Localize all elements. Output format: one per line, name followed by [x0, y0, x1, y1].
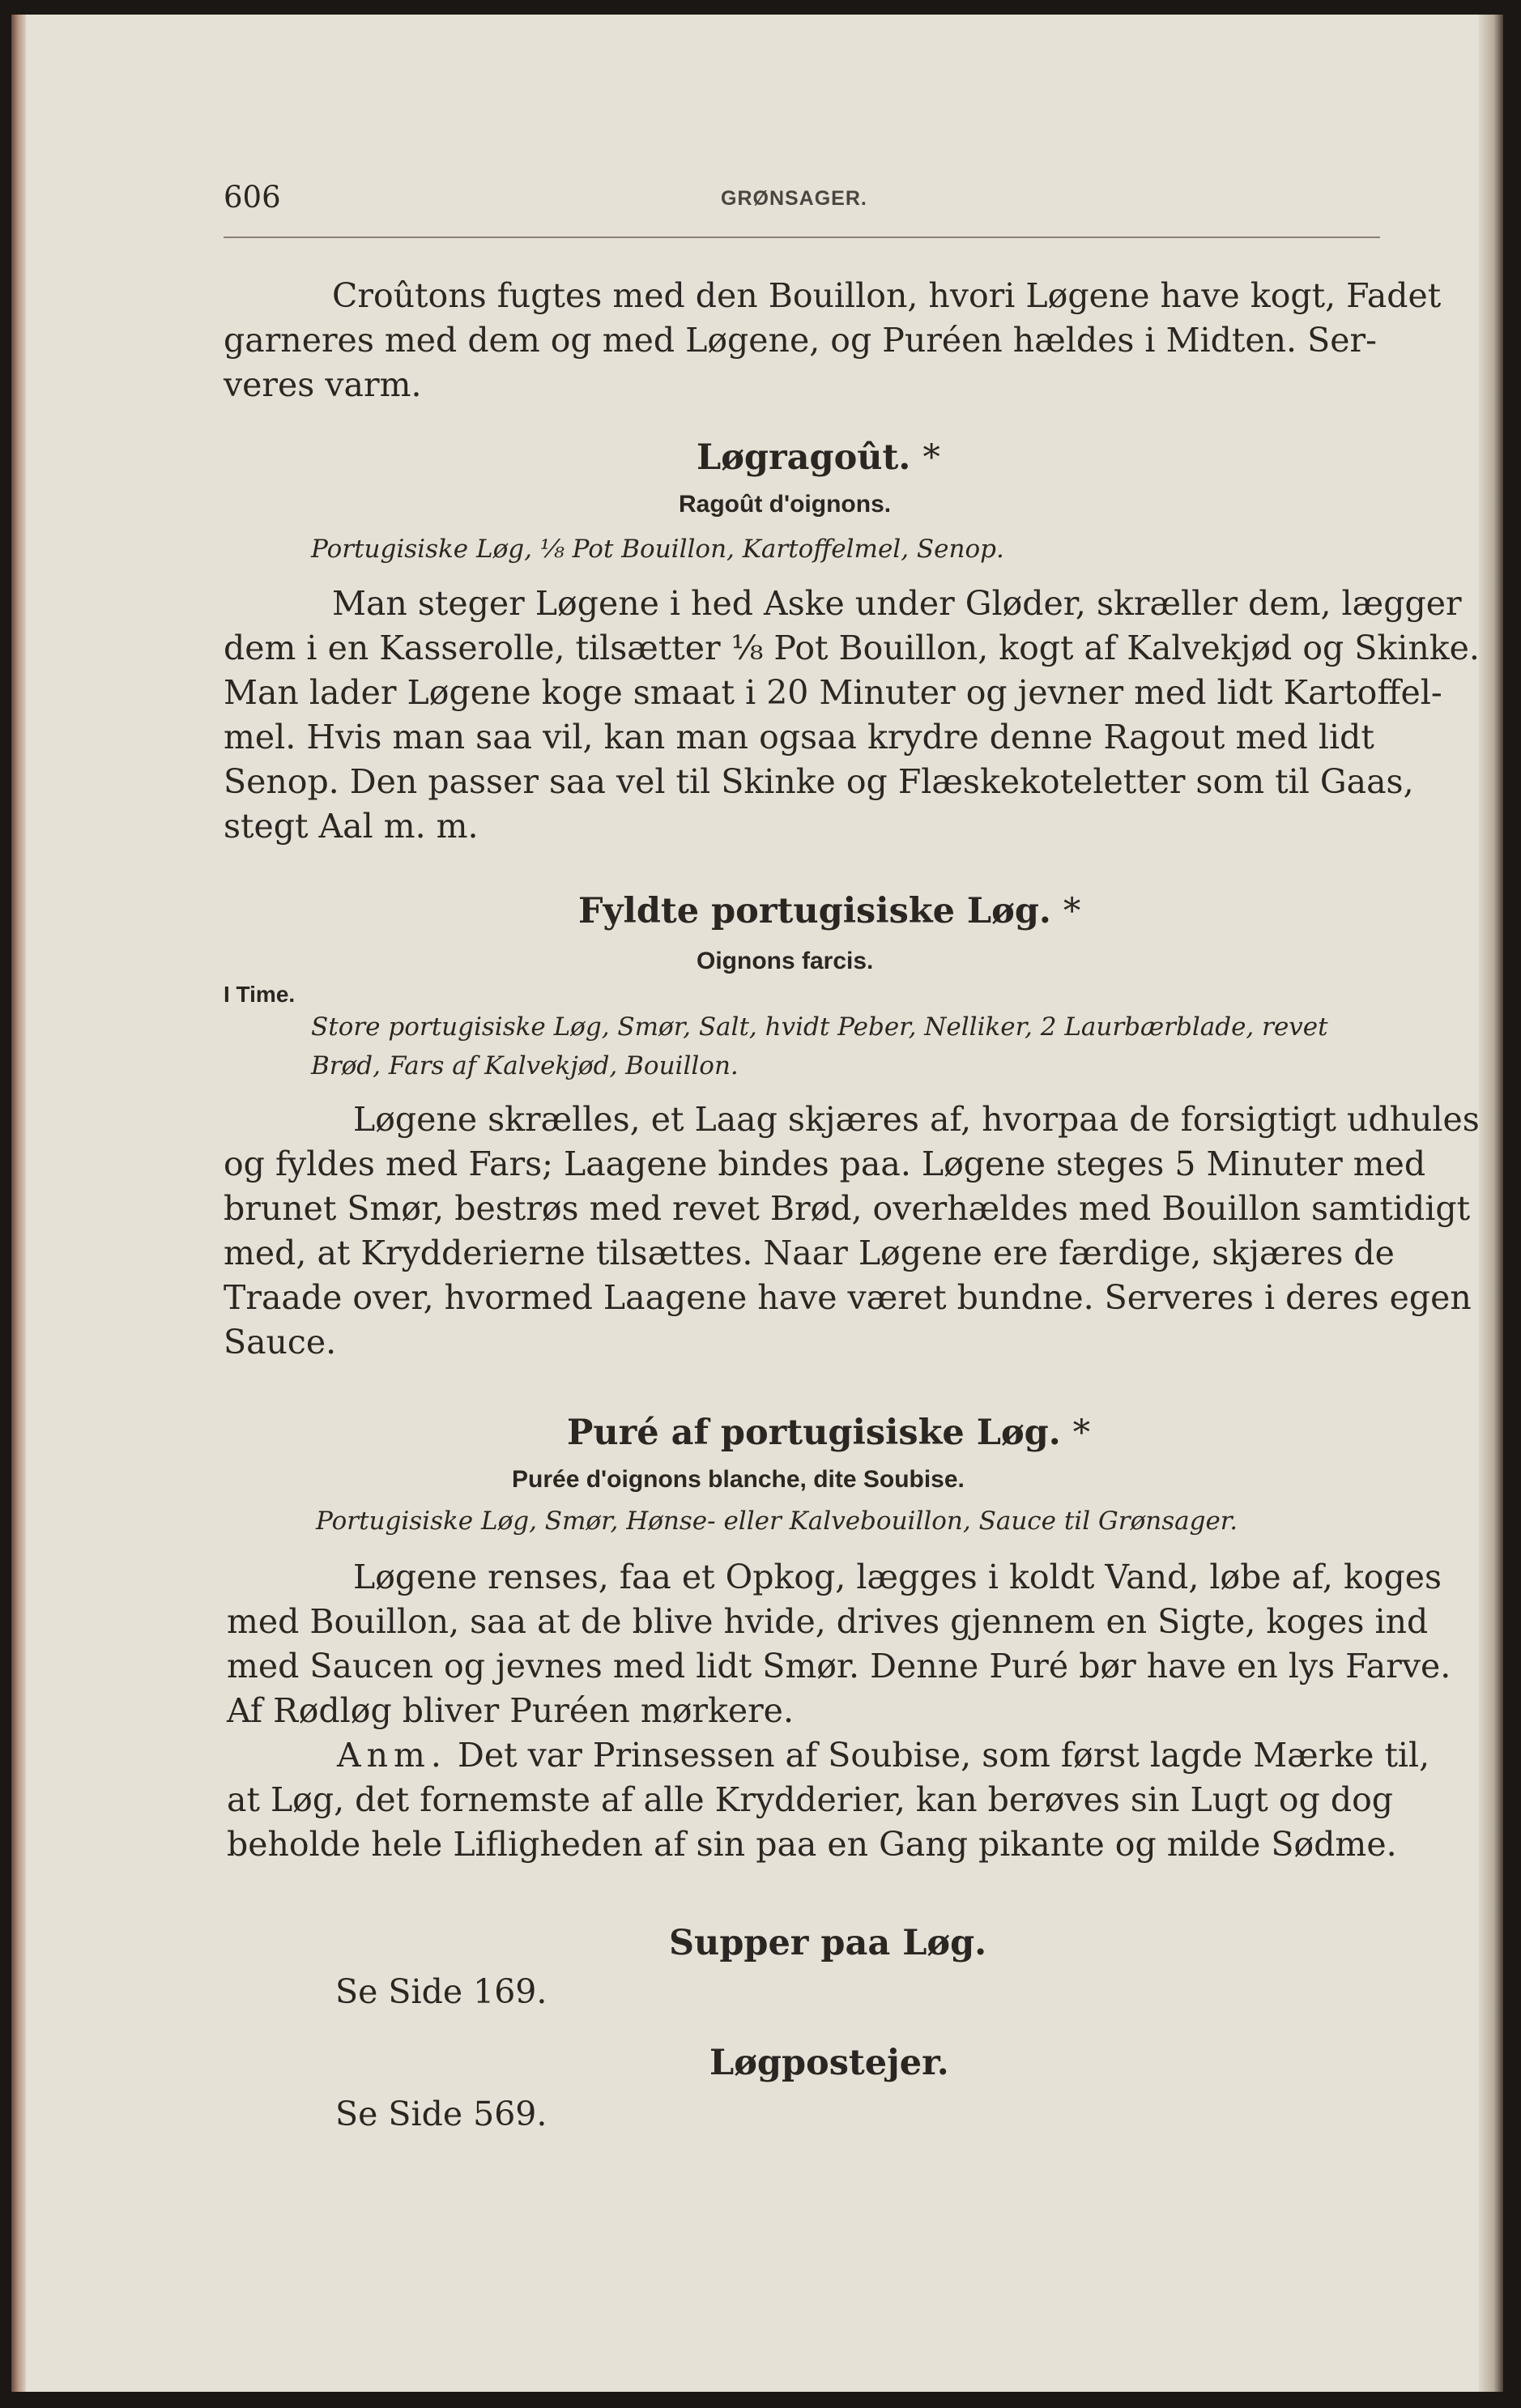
ingredients-line: Portugisiske Løg, ⅛ Pot Bouillon, Kartoffelmel, Senop. [311, 535, 1004, 564]
note-label: Anm. [337, 1736, 447, 1775]
paragraph-line: Løgene skrælles, et Laag skjæres af, hvorpaa de forsigtigt udhules [353, 1100, 1480, 1139]
section-title: Supper paa Løg. [669, 1923, 987, 1963]
intro-line: Croûtons fugtes med den Bouillon, hvori Løgene have kogt, Fadet [332, 276, 1442, 315]
paragraph-line: Man lader Løgene koge smaat i 20 Minuter og jevner med lidt Kartoffel- [224, 673, 1442, 712]
note-line: beholde hele Lifligheden af sin paa en Gang pikante og milde Sødme. [227, 1825, 1397, 1864]
section-subtitle: Oignons farcis. [697, 948, 874, 974]
paragraph-line: Traade over, hvormed Laagene have været bundne. Serveres i deres egen [224, 1278, 1472, 1317]
paragraph-line: Løgene renses, faa et Opkog, lægges i koldt Vand, løbe af, koges [353, 1558, 1442, 1596]
page-gutter-right [1479, 15, 1503, 2392]
running-title: GRØNSAGER. [721, 187, 867, 210]
star-mark: * [922, 437, 940, 478]
paragraph-line: mel. Hvis man saa vil, kan man ogsaa krydre denne Ragout med lidt [224, 718, 1374, 756]
section-title-text: Puré af portugisiske Løg. [567, 1413, 1061, 1453]
section-subtitle: Purée d'oignons blanche, dite Soubise. [512, 1466, 965, 1493]
paragraph-line: Man steger Løgene i hed Aske under Gløder, skræller dem, lægger [332, 584, 1462, 623]
paragraph-line: brunet Smør, bestrøs med revet Brød, overhældes med Bouillon samtidigt [224, 1189, 1471, 1228]
page-number: 606 [224, 180, 281, 215]
star-mark: * [1063, 891, 1081, 931]
section-title [697, 437, 940, 478]
section-subtitle: Ragoût d'oignons. [679, 491, 892, 518]
section-title: Løgpostejer. [709, 2043, 949, 2083]
section-title-text: Løgragoût. [697, 437, 911, 478]
paragraph-line: dem i en Kasserolle, tilsætter ⅛ Pot Bouillon, kogt af Kalvekjød og Skinke. [224, 629, 1480, 667]
paragraph-line: Af Rødløg bliver Puréen mørkere. [227, 1691, 794, 1730]
header-rule [224, 237, 1380, 238]
star-mark: * [1072, 1413, 1091, 1453]
ingredients-line: Brød, Fars af Kalvekjød, Bouillon. [311, 1051, 739, 1080]
margin-note: I Time. [224, 982, 296, 1007]
cross-reference: Se Side 169. [335, 1972, 547, 2011]
paragraph-line: og fyldes med Fars; Laagene bindes paa. Løgene steges 5 Minuter med [224, 1144, 1426, 1183]
section-title [578, 891, 1080, 931]
paragraph-line: Sauce. [224, 1323, 337, 1362]
paragraph-line: stegt Aal m. m. [224, 807, 479, 846]
paragraph-line: med, at Krydderierne tilsættes. Naar Løgene ere færdige, skjæres de [224, 1234, 1395, 1272]
paragraph-line: med Bouillon, saa at de blive hvide, drives gjennem en Sigte, koges ind [227, 1602, 1429, 1641]
intro-line: veres varm. [224, 365, 422, 404]
paragraph-line: med Saucen og jevnes med lidt Smør. Denne Puré bør have en lys Farve. [227, 1647, 1451, 1686]
section-title [567, 1413, 1090, 1453]
note-line: at Løg, det fornemste af alle Krydderier, kan berøves sin Lugt og dog [227, 1780, 1394, 1819]
page-gutter-left [11, 15, 26, 2392]
section-title-text: Fyldte portugisiske Løg. [578, 891, 1051, 931]
note-line [337, 1733, 1429, 1778]
ingredients-line: Store portugisiske Løg, Smør, Salt, hvidt Peber, Nelliker, 2 Laurbærblade, revet [311, 1012, 1328, 1042]
intro-line: garneres med dem og med Løgene, og Puréen hældes i Midten. Ser- [224, 321, 1377, 360]
ingredients-line: Portugisiske Løg, Smør, Hønse- eller Kalvebouillon, Sauce til Grønsager. [316, 1507, 1238, 1536]
note-text: Det var Prinsessen af Soubise, som først lagde Mærke til, [457, 1736, 1430, 1775]
cross-reference: Se Side 569. [335, 2095, 547, 2133]
paragraph-line: Senop. Den passer saa vel til Skinke og Flæskekoteletter som til Gaas, [224, 762, 1414, 801]
